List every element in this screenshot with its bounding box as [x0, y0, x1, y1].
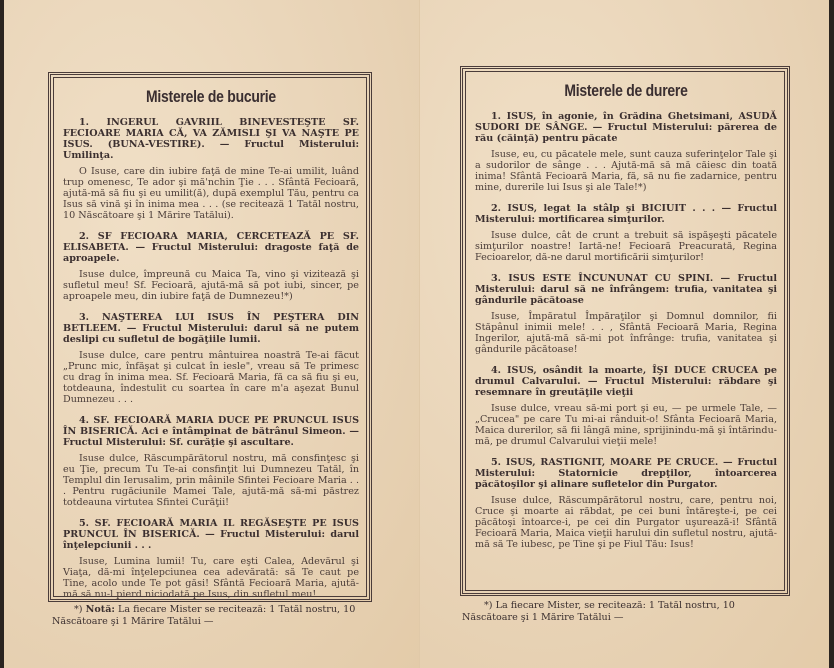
- mystery-item: [63, 518, 359, 600]
- joyful-mysteries-frame: [48, 72, 372, 602]
- mystery-item: [63, 312, 359, 405]
- mystery-prayer: Isuse dulce, împreună cu Maica Ta, vino şi vizitează şi sufletul meu! Sf. Fecioară, ajută-mă să pot iubi, sincer, pe aproapele meu, din iubire faţă de Dumnezeu!*): [63, 269, 359, 302]
- mystery-item: [475, 111, 777, 193]
- mystery-item: [475, 273, 777, 355]
- mystery-title: 5. ISUS, RASTIGNIT, MOARE PE CRUCE. — Fructul Misterului: Statornicie drepţilor, întoarcerea păcătoşilor şi alinare sufletelor din Purgator.: [475, 457, 777, 490]
- mystery-item: [63, 231, 359, 302]
- mystery-prayer: Isuse dulce, Răscumpărătorul nostru, mă consfinţesc şi eu Ţie, precum Tu Te-ai consfinţit lui Dumnezeu Tatăl, în Templul din Ierusalim, prin mâinile Sfintei Fecioare Maria . . . Pentru rugăciunile Mamei Tale, ajută-mă să-mi păstrez totdeauna virtutea Sfintei Curăţii!: [63, 453, 359, 508]
- left-page: [4, 0, 419, 668]
- mystery-title: 3. NAŞTEREA LUI ISUS ÎN PEŞTERA DIN BETLEEM. — Fructul Misterului: darul să ne putem deslipi cu sufletul de bogăţiile lumii.: [63, 312, 359, 345]
- mystery-prayer: O Isuse, care din iubire faţă de mine Te-ai umilit, luând trup omenesc, Te ador şi mă'nchin Ţie . . . Sfântă Fecioară, ajută-mă să fiu şi eu umilit(ă), după exemplul Tău, pentru ca Isus să vină şi în inima mea . . . (se reciteazä 1 Tatăl nostru, 10 Născătoare şi 1 Mărire Tatălui).: [63, 166, 359, 221]
- mystery-prayer: Isuse dulce, Răscumpărătorul nostru, care, pentru noi, Cruce şi moarte ai răbdat, pe cei buni întăreşte-i, pe cei păcătoşi întoarce-i, pe cei din Purgator uşurează-i! Sfântă Fecioară Maria, Maica vieţii harului din sufletul nostru, ajută-mă să Te iubesc, pe Tine şi pe Fiul Tău: Isus!: [475, 495, 777, 550]
- mystery-item: [475, 457, 777, 550]
- footnote-label: Notă:: [85, 604, 115, 615]
- mystery-item: [475, 203, 777, 263]
- mystery-title: 4. SF. FECIOARĂ MARIA DUCE PE PRUNCUL ISUS ÎN BISERICĂ. Aci e întâmpinat de bătrânul Simeon. — Fructul Misterului: Sf. curăţie şi ascultare.: [63, 415, 359, 448]
- footnote-text: La fiecare Mister, se recitează: 1 Tatăl nostru, 10 Născătoare şi 1 Mărire Tatălui —: [462, 600, 735, 623]
- footnote: [52, 604, 370, 628]
- mystery-item: [63, 415, 359, 508]
- mystery-title: 2. ISUS, legat la stâlp şi BICIUIT . . . — Fructul Misterului: mortificarea simţurilor.: [475, 203, 777, 225]
- mystery-prayer: Isuse, Lumina lumii! Tu, care eşti Calea, Adevărul şi Viaţa, dă-mi înţelepciunea cea adevărată: să Te caut pe Tine, acolo unde Te pot găsi! Sfântă Fecioară Maria, ajută-mă să nu-l pierd niciodată pe Isus, din sufletul meu!: [63, 556, 359, 600]
- mystery-item: [475, 365, 777, 447]
- mystery-prayer: Isuse dulce, care pentru mântuirea noastră Te-ai făcut „Prunc mic, înfăşat şi culcat în iesle", vreau să Te primesc cu drag în inima mea. Sf. Fecioară Maria, fă ca să fiu şi eu, totdeauna, îndestulit cu soartea în care m'a aşezat Bunul Dumnezeu . . .: [63, 350, 359, 405]
- mystery-title: 1. ISUS, în agonie, în Grădina Ghetsimani, ASUDĂ SUDORI DE SÂNGE. — Fructul Misterului: părerea de rău (căinţă) pentru păcate: [475, 111, 777, 144]
- page-title: Misterele de durere: [564, 81, 688, 100]
- sorrowful-mysteries-frame: [460, 66, 790, 596]
- footnote-text: La fiecare Mister se recitează: 1 Tatăl nostru, 10 Născătoare şi 1 Mărire Tatălui —: [52, 604, 356, 627]
- mystery-prayer: Isuse, Împăratul Împăraţilor şi Domnul domnilor, fii Stăpânul inimii mele! . . , Sfântă Fecioară Maria, Regina Ingerilor, ajută-mă să-mi pot înfrânge: trufia, vanitatea şi gândurile păcătoase!: [475, 311, 777, 355]
- mystery-prayer: Isuse dulce, vreau să-mi port şi eu, — pe urmele Tale, — „Crucea" pe care Tu mi-ai rânduit-o! Sfânta Fecioară Maria, Maica durerilor, să fii lângă mine, sprijinindu-mă şi întărindu-mă, pe drumul Calvarului vieţii mele!: [475, 403, 777, 447]
- mystery-title: 1. INGERUL GAVRIIL BINEVESTEŞTE SF. FECIOARE MARIA CĂ, VA ZĂMISLI ŞI VA NAŞTE PE ISUS. (BUNA-VESTIRE). — Fructul Misterului: Umilinţa.: [63, 117, 359, 161]
- mystery-title: 2. SF FECIOARA MARIA, CERCETEAZĂ PE SF. ELISABETA. — Fructul Misterului: dragoste faţă de aproapele.: [63, 231, 359, 264]
- page-title: Misterele de bucurie: [146, 87, 276, 106]
- mystery-prayer: Isuse, eu, cu păcatele mele, sunt cauza suferinţelor Tale şi a sudorilor de sânge . . . Ajută-mă să mă căiesc din toată inima! Sfântă Fecioară Maria, fă, să nu fie zadarnice, pentru mine, durerile lui Isus şi ale Tale!*): [475, 149, 777, 193]
- mystery-title: 4. ISUS, osândit la moarte, ÎŞI DUCE CRUCEA pe drumul Calvarului. — Fructul Misterului: răbdare şi resemnare în greutăţile vieţii: [475, 365, 777, 398]
- mystery-prayer: Isuse dulce, cât de crunt a trebuit să ispăşeşti păcatele simţurilor noastre! Iartă-ne! Fecioară Preacurată, Regina Fecioarelor, dă-ne darul mortificării simţurilor!: [475, 230, 777, 263]
- mystery-item: [63, 117, 359, 221]
- mystery-title: 3. ISUS ESTE ÎNCUNUNAT CU SPINI. — Fructul Misterului: darul să ne înfrângem: trufia, vanitatea şi gândurile păcătoase: [475, 273, 777, 306]
- right-page: [419, 0, 829, 668]
- footnote-marker: *): [74, 604, 83, 615]
- footnote: [462, 600, 786, 624]
- footnote-marker: *): [484, 600, 493, 611]
- mystery-title: 5. SF. FECIOARĂ MARIA IL REGĂSEŞTE PE ISUS PRUNCUL ÎN BISERICĂ. — Fructul Misterului: darul înţelepciunii . . .: [63, 518, 359, 551]
